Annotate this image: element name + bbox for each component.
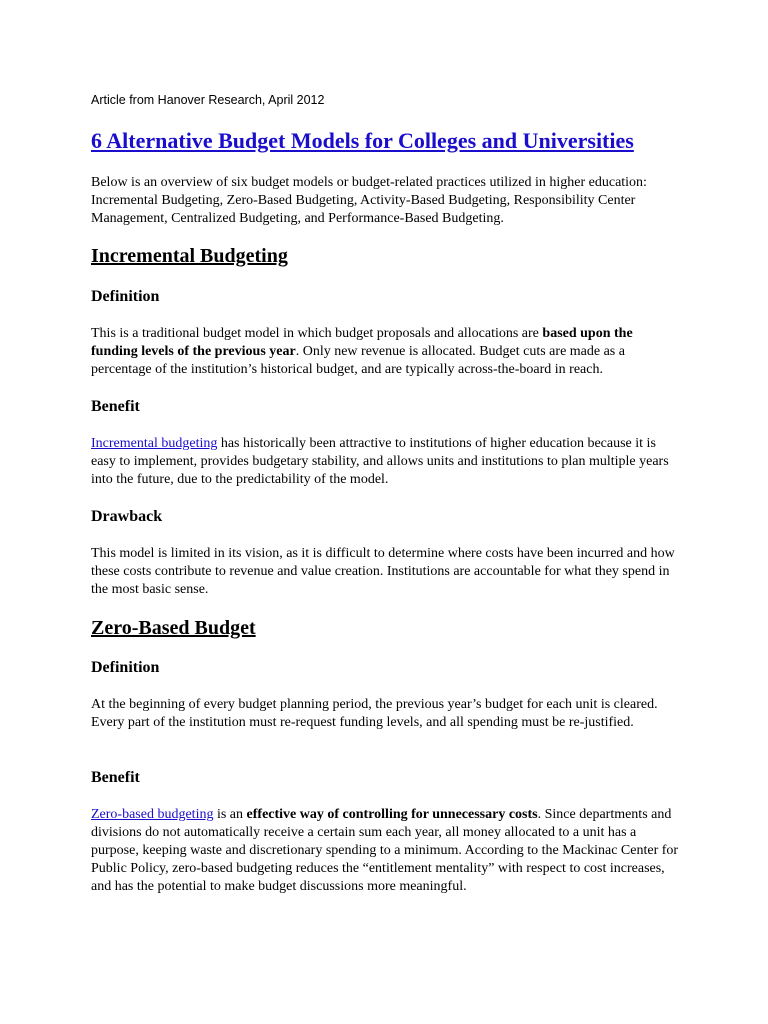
incremental-benefit-paragraph [91, 435, 681, 489]
zero-based-budgeting-link[interactable]: Zero-based budgeting [91, 807, 214, 822]
definition-emphasis: based upon the funding levels of the previous year [91, 326, 633, 359]
definition-text-start: This is a traditional budget model in which budget proposals and allocations are [91, 326, 543, 341]
zero-based-definition-heading: Definition [91, 659, 160, 676]
zero-based-benefit-heading: Benefit [91, 769, 140, 786]
incremental-drawback-heading: Drawback [91, 508, 163, 525]
incremental-heading: Incremental Budgeting [91, 245, 288, 267]
definition-text-end: . Only new revenue is allocated. Budget cuts are made as a percentage of the institution’s historical budget, and are typically across-the-board in reach. [91, 344, 625, 377]
article-byline: Article from Hanover Research, April 2012 [91, 93, 325, 107]
incremental-benefit-heading: Benefit [91, 398, 140, 415]
benefit-text-mid: is an [213, 807, 247, 822]
zero-based-definition-paragraph: At the beginning of every budget planning period, the previous year’s budget for each unit is cleared. Every part of the institution must re-request funding levels, and all spending must be re-justified. [91, 697, 658, 730]
incremental-drawback-paragraph: This model is limited in its vision, as it is difficult to determine where costs have been incurred and how these costs contribute to revenue and value creation. Institutions are accountable for what they spend in the most basic sense. [91, 546, 675, 597]
benefit-text: has historically been attractive to institutions of higher education because it is easy to implement, provides budgetary stability, and allows units and institutions to plan multiple years into the future, due to the predictability of the model. [91, 436, 669, 487]
incremental-definition-paragraph [91, 325, 681, 379]
zero-based-heading: Zero-Based Budget [91, 617, 256, 639]
zero-based-benefit-paragraph [91, 806, 681, 896]
article-title-link[interactable]: 6 Alternative Budget Models for Colleges and Universities [91, 128, 634, 153]
benefit-text-end: . Since departments and divisions do not automatically receive a certain sum each year, all money allocated to a unit has a purpose, keeping waste and discretionary spending to a minimum. According to the Mackinac Center for Public Policy, zero-based budgeting reduces the “entitlement mentality” with respect to cost increases, and has the potential to make budget discussions more meaningful. [91, 807, 679, 894]
intro-paragraph: Below is an overview of six budget models or budget-related practices utilized in higher education: Incremental Budgeting, Zero-Based Budgeting, Activity-Based Budgeting, Responsibility Center Management, Centralized Budgeting, and Performance-Based Budgeting. [91, 175, 647, 226]
benefit-emphasis: effective way of controlling for unnecessary costs [246, 807, 538, 822]
incremental-definition-heading: Definition [91, 288, 160, 305]
incremental-budgeting-link[interactable]: Incremental budgeting [91, 436, 218, 451]
